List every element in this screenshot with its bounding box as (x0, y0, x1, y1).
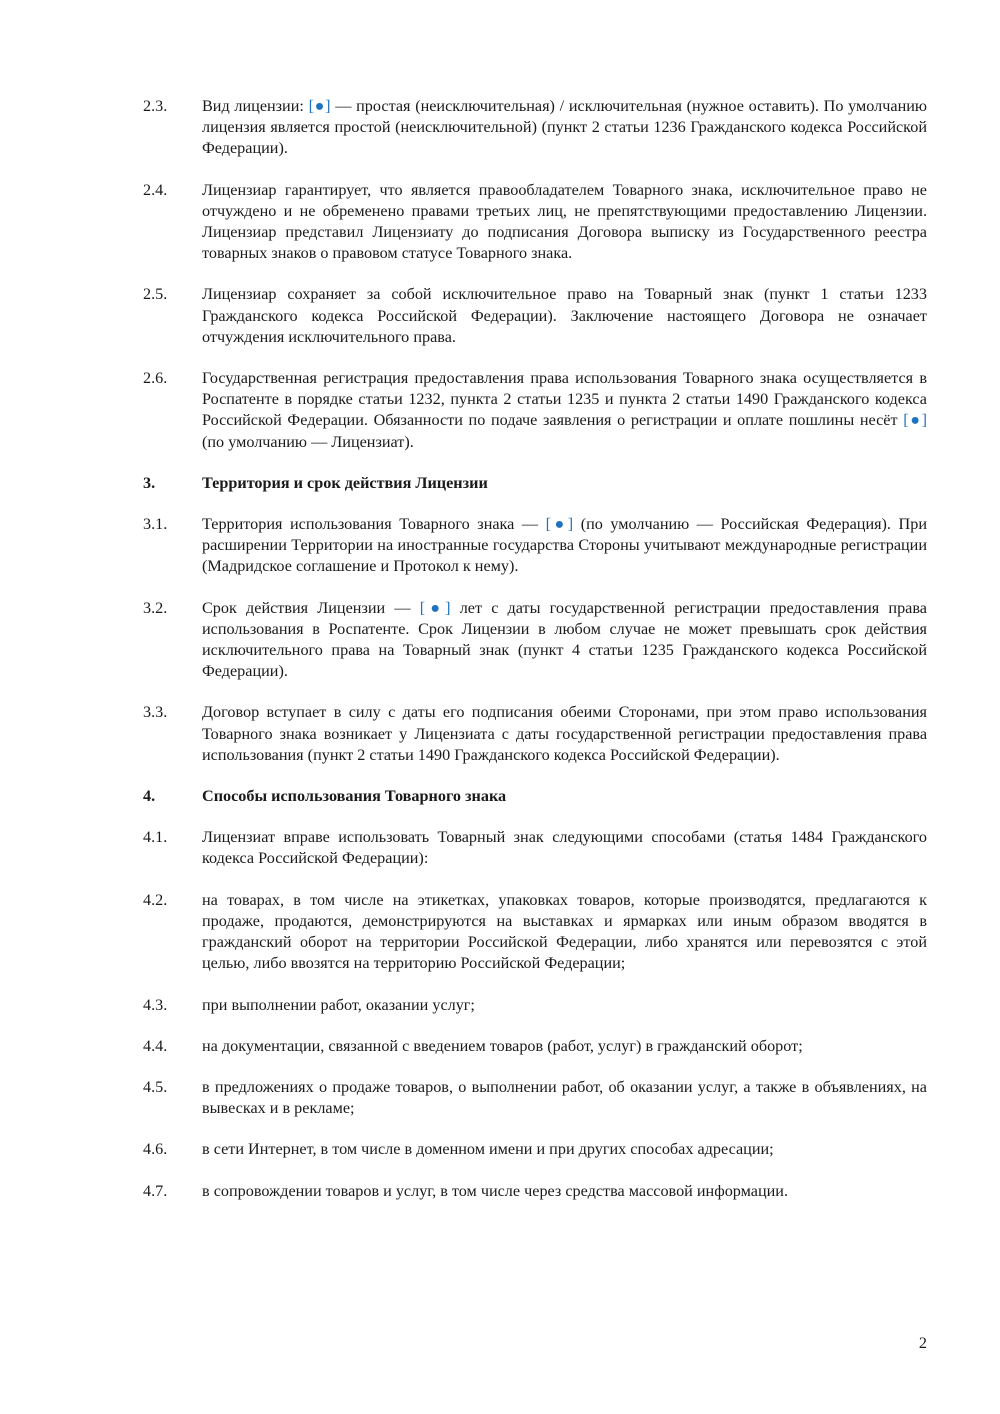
clause-text (202, 1181, 927, 1202)
clause-text (202, 284, 927, 348)
clause-number: 4.6. (143, 1140, 168, 1159)
clause (143, 702, 927, 766)
clause-text (202, 827, 927, 869)
clause-text-run: Лицензиар сохраняет за собой исключительное право на Товарный знак (пункт 1 статьи 1233 Гражданского кодекса Российской Федерации). Заключение настоящего Договора не означает отчуждения исключительного права. (202, 285, 927, 346)
clause-text-run: Территория использования Товарного знака — (202, 515, 546, 534)
clause-number: 4.4. (143, 1036, 168, 1055)
clause-number: 2.3. (143, 97, 168, 115)
clause-number: 2.5. (143, 285, 168, 304)
clause (143, 1181, 927, 1202)
clause (143, 368, 927, 453)
clause-text-run: на товарах, в том числе на этикетках, упаковках товаров, которые производятся, предлагаются к продаже, продаются, демонстрируются на выставках и ярмарках или иным образом вводятся в гражданский оборот на территории Российской Федерации, либо хранятся или перевозятся с этой целью, либо ввозятся на территорию Российской Федерации; (202, 890, 927, 973)
clause-text-run: в сети Интернет, в том числе в доменном имени и при других способах адресации; (202, 1140, 774, 1159)
clause-text (202, 702, 927, 766)
clause (143, 1139, 927, 1160)
clause-number: 4.7. (143, 1181, 168, 1200)
placeholder-field: [●] (308, 97, 331, 115)
clause-number: 3. (143, 473, 156, 492)
clause (143, 180, 927, 265)
clause (143, 514, 927, 578)
clause-number: 2.6. (143, 369, 168, 388)
clause-text (202, 890, 927, 975)
clause-text (202, 1036, 927, 1057)
clause-number: 3.1. (143, 515, 168, 534)
clause-text-run: Территория и срок действия Лицензии (202, 473, 488, 492)
clause-text (202, 995, 927, 1016)
clause (143, 995, 927, 1016)
clause-number: 4.5. (143, 1077, 168, 1096)
clause-text (202, 96, 927, 160)
clause (143, 1077, 927, 1119)
clause-text-run: Вид лицензии: (202, 97, 309, 115)
clause (143, 96, 927, 160)
section-heading (143, 786, 927, 807)
clause-number: 4. (143, 787, 156, 806)
clause-text (202, 514, 927, 578)
placeholder-field: [●] (903, 411, 928, 430)
clause (143, 598, 927, 683)
clause-text (202, 1139, 927, 1160)
page-number: 2 (918, 1334, 927, 1352)
clause-text-run: (по умолчанию — Лицензиат). (202, 432, 414, 451)
clause-text-run: Способы использования Товарного знака (202, 787, 507, 806)
clause-text-run: лет с даты государственной регистрации предоставления права использования в Роспатенте. Срок Лицензии в любом случае не может превышать срок действия исключительного права на Товарный знак (пункт 4 статьи 1235 Гражданского кодекса Российской Федерации). (202, 598, 927, 681)
placeholder-field: [●] (545, 515, 574, 534)
clause-number: 4.1. (143, 828, 168, 847)
clause-number: 3.3. (143, 703, 168, 722)
clause (143, 827, 927, 869)
clause-text (202, 1077, 927, 1119)
document-body (143, 96, 927, 1222)
clause (143, 284, 927, 348)
clause-number: 2.4. (143, 180, 168, 199)
clause-text (202, 180, 927, 265)
section-heading (143, 473, 927, 494)
section-heading-text (202, 786, 927, 807)
clause-text-run: при выполнении работ, оказании услуг; (202, 995, 475, 1014)
clause-text (202, 598, 927, 683)
clause-text-run: на документации, связанной с введением товаров (работ, услуг) в гражданский оборот; (202, 1036, 803, 1055)
clause-number: 3.2. (143, 598, 168, 617)
clause-text-run: Лицензиат вправе использовать Товарный знак следующими способами (статья 1484 Гражданского кодекса Российской Федерации): (202, 828, 927, 868)
clause-text-run: Лицензиар гарантирует, что является правообладателем Товарного знака, исключительное право не отчуждено и не обременено правами третьих лиц, не препятствующими предоставлению Лицензии. Лицензиар представил Лицензиату до подписания Договора выписку из Государственного реестра товарных знаков о правовом статусе Товарного знака. (202, 180, 927, 263)
section-heading-text (202, 473, 927, 494)
clause (143, 890, 927, 975)
clause-text-run: (по умолчанию — Российская Федерация). При расширении Территории на иностранные государства Стороны учитывают международные регистрации (Мадридское соглашение и Протокол к нему). (202, 515, 927, 576)
clause-text-run: Договор вступает в силу с даты его подписания обеими Сторонами, при этом право использования Товарного знака возникает у Лицензиата с даты государственной регистрации предоставления права использования (пункт 2 статьи 1490 Гражданского кодекса Российской Федерации). (202, 703, 927, 764)
clause-text-run: — простая (неисключительная) / исключительная (нужное оставить). По умолчанию лицензия является простой (неисключительной) (пункт 2 статьи 1236 Гражданского кодекса Российской Федерации). (202, 97, 927, 158)
clause-text-run: Срок действия Лицензии — (202, 598, 420, 617)
clause-text (202, 368, 927, 453)
clause (143, 1036, 927, 1057)
clause-text-run: в сопровождении товаров и услуг, в том числе через средства массовой информации. (202, 1181, 788, 1200)
placeholder-field: [●] (419, 598, 451, 617)
clause-number: 4.2. (143, 890, 168, 909)
clause-text-run: в предложениях о продаже товаров, о выполнении работ, об оказании услуг, а также в объявлениях, на вывесках и в рекламе; (202, 1077, 927, 1118)
clause-number: 4.3. (143, 995, 168, 1014)
clause-text-run: Государственная регистрация предоставления права использования Товарного знака осуществляется в Роспатенте в порядке статьи 1232, пункта 2 статьи 1235 и пункта 2 статьи 1490 Гражданского кодекса Российской Федерации. Обязанности по подаче заявления о регистрации и оплате пошлины несёт (202, 369, 927, 430)
